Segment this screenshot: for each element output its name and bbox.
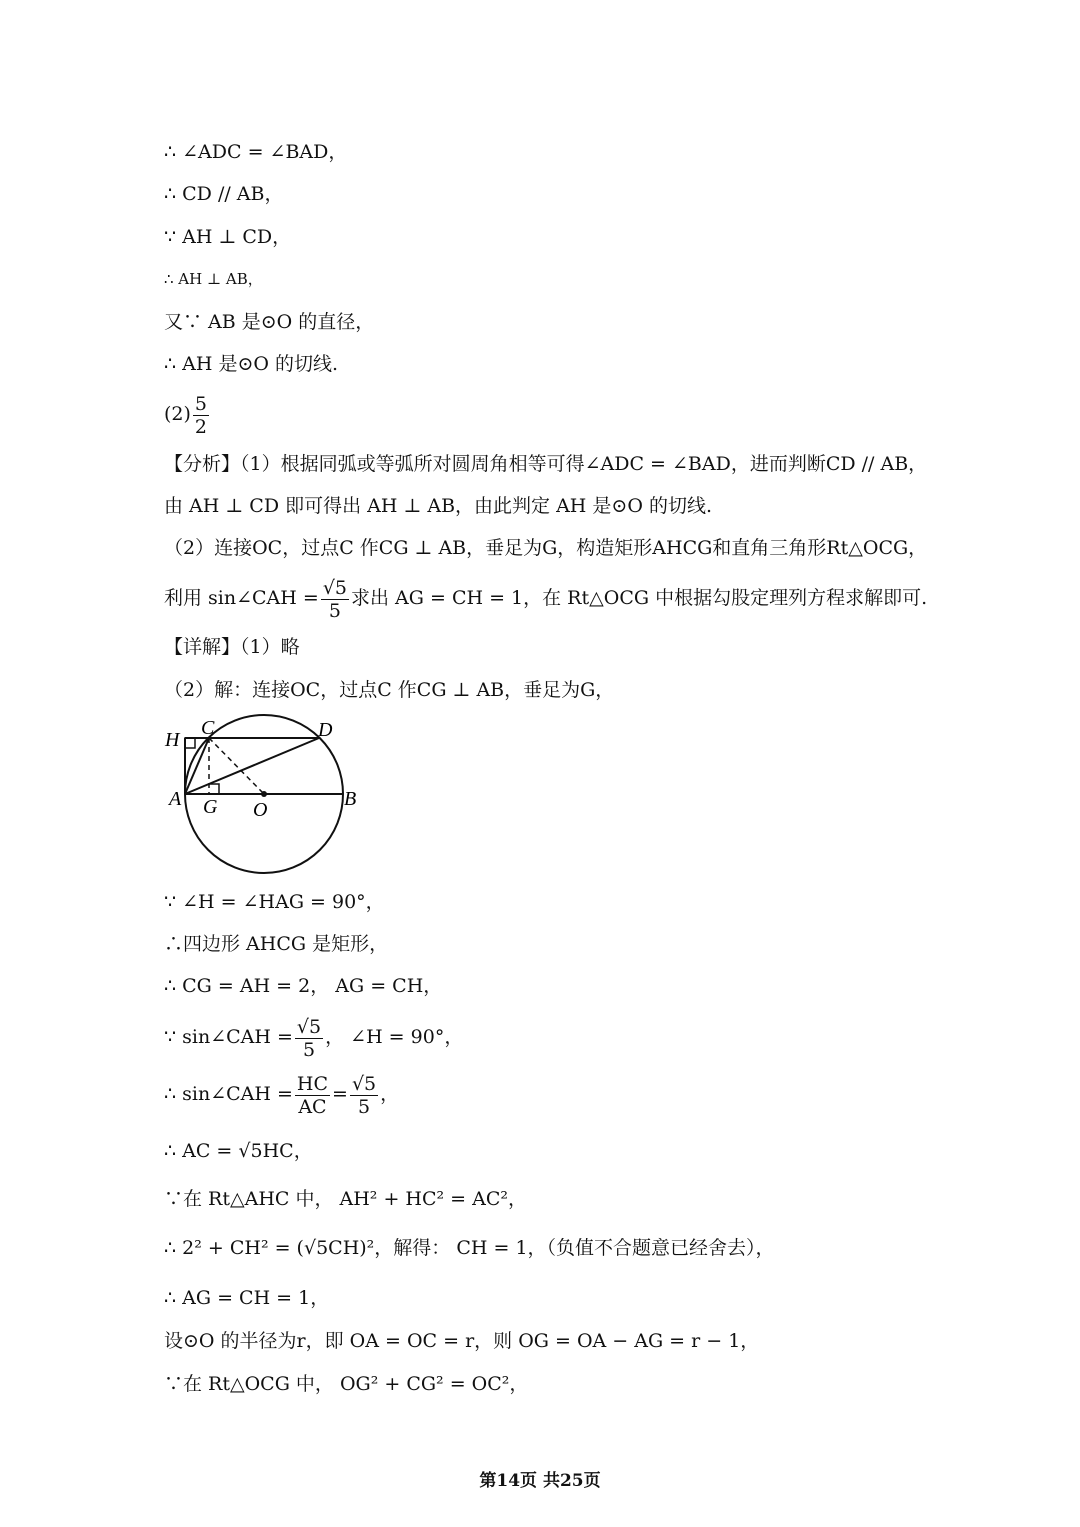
analysis-line-3: （2）连接OC，过点C 作CG ⊥ AB，垂足为G，构造矩形AHCG和直角三角形Rt△OCG， — [164, 537, 928, 559]
detail-line-4: ∴ CG = AH = 2， AG = CH， — [164, 975, 443, 997]
geometry-figure — [160, 712, 370, 882]
right-angle-h — [185, 738, 195, 748]
proof-line-3: ∵ AH ⊥ CD， — [164, 226, 292, 248]
page-footer: 第14页 共25页 — [479, 1471, 601, 1491]
detail-line-3: ∴四边形 AHCG 是矩形， — [164, 933, 389, 955]
detail-line-6-post: ， — [380, 1083, 400, 1105]
proof-line-2: ∴ CD // AB， — [164, 183, 284, 205]
analysis-line-4-post: 求出 AG = CH = 1，在 Rt△OCG 中根据勾股定理列方程求解即可. — [351, 587, 928, 609]
sqrt5-fraction — [350, 1073, 378, 1118]
analysis-line-4-pre: 利用 sin∠CAH = — [164, 587, 319, 609]
label-d: D — [318, 719, 333, 741]
detail-line-5-post: ， ∠H = 90°， — [325, 1026, 464, 1048]
detail-line-5-pre: ∵ sin∠CAH = — [164, 1026, 293, 1048]
label-g: G — [203, 796, 218, 818]
detail-line-11: 设⊙O 的半径为r，即 OA = OC = r，则 OG = OA − AG = r − 1， — [164, 1330, 760, 1352]
fraction-denominator: AC — [298, 1095, 327, 1118]
fraction-denominator: 5 — [302, 1038, 316, 1061]
proof-line-5: 又∵ AB 是⊙O 的直径， — [164, 311, 375, 333]
right-angle-g — [209, 784, 219, 794]
detail-line-5 — [164, 1014, 463, 1061]
label-c: C — [201, 717, 215, 739]
fraction-numerator: 5 — [194, 392, 208, 415]
answer-2-prefix: (2) — [164, 403, 191, 425]
equals-sign: = — [332, 1083, 348, 1105]
label-b: B — [344, 788, 357, 810]
analysis-line-4 — [164, 575, 927, 622]
analysis-line-2: 由 AH ⊥ CD 即可得出 AH ⊥ AB，由此判定 AH 是⊙O 的切线. — [164, 495, 712, 517]
detail-line-8: ∵在 Rt△AHC 中， AH² + HC² = AC²， — [164, 1188, 528, 1210]
proof-line-4: ∴ AH ⊥ AB， — [164, 270, 263, 288]
detail-line-1: （2）解：连接OC，过点C 作CG ⊥ AB，垂足为G， — [164, 679, 615, 701]
detail-line-2: ∵ ∠H = ∠HAG = 90°， — [164, 891, 385, 913]
label-o: O — [253, 799, 268, 821]
analysis-line-1: 【分析】（1）根据同弧或等弧所对圆周角相等可得∠ADC = ∠BAD，进而判断CD // AB， — [164, 453, 928, 475]
detail-line-6 — [164, 1071, 399, 1118]
detail-line-9: ∴ 2² + CH² = (√5CH)²，解得： CH = 1，（负值不合题意已经舍去）， — [164, 1237, 775, 1259]
detail-line-7: ∴ AC = √5HC， — [164, 1140, 313, 1162]
hc-ac-fraction — [295, 1073, 330, 1118]
detail-line-6-pre: ∴ sin∠CAH = — [164, 1083, 293, 1105]
segment-co — [209, 738, 264, 794]
label-a: A — [169, 788, 182, 810]
fraction-numerator: HC — [296, 1072, 329, 1095]
circle-diagram — [160, 712, 370, 877]
fraction-denominator: 5 — [328, 599, 341, 622]
sin-fraction — [295, 1016, 323, 1061]
answer-2-fraction — [193, 393, 209, 438]
proof-line-1: ∴ ∠ADC = ∠BAD， — [164, 141, 348, 163]
fraction-denominator: 2 — [194, 415, 208, 438]
sin-fraction — [321, 577, 349, 622]
fraction-numerator: √5 — [351, 1072, 377, 1095]
detail-line-12: ∵在 Rt△OCG 中， OG² + CG² = OC²， — [164, 1373, 529, 1395]
detail-line-10: ∴ AG = CH = 1， — [164, 1287, 330, 1309]
fraction-denominator: 5 — [357, 1095, 371, 1118]
label-h: H — [165, 729, 180, 751]
proof-line-6: ∴ AH 是⊙O 的切线. — [164, 353, 339, 375]
fraction-numerator: √5 — [322, 576, 348, 599]
detail-heading: 【详解】（1）略 — [164, 636, 300, 658]
fraction-numerator: √5 — [296, 1015, 322, 1038]
center-point-o — [261, 791, 267, 797]
answer-2 — [164, 392, 211, 438]
